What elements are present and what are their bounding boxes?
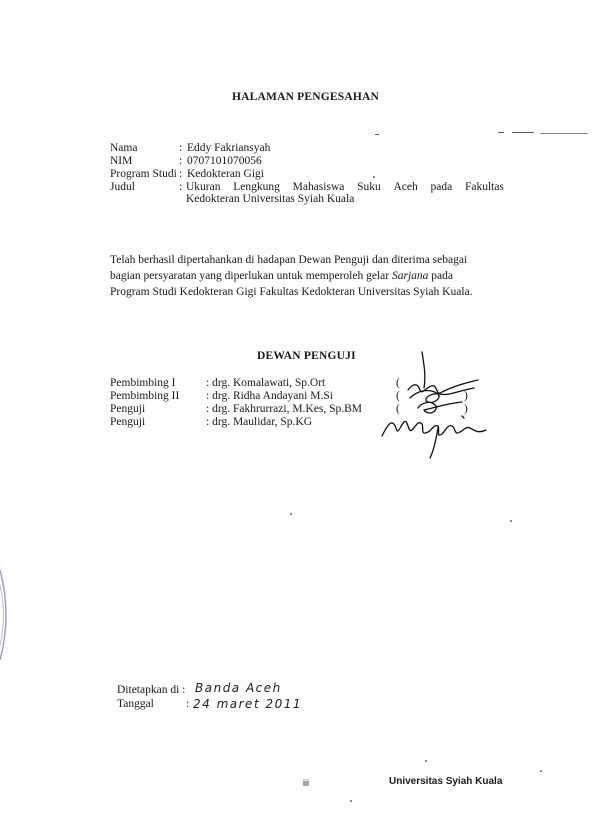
statement-line-3: Program Studi Kedokteran Gigi Fakultas Kedokteran Universitas Syiah Kuala. xyxy=(110,286,473,298)
signature-paren-open: ( xyxy=(396,377,400,389)
committee-heading: DEWAN PENGUJI xyxy=(257,350,356,362)
committee-member: : drg. Fakhrurrazi, M.Kes, Sp.BM xyxy=(206,403,362,415)
scan-speck xyxy=(350,800,352,802)
committee-member: : drg. Komalawati, Sp.Ort xyxy=(206,377,326,389)
committee-role: Penguji xyxy=(110,416,146,428)
label-nim: NIM xyxy=(110,155,133,167)
committee-signatures xyxy=(378,344,498,464)
footer-institution: Universitas Syiah Kuala xyxy=(389,776,503,787)
scan-speck xyxy=(290,513,292,515)
approval-statement xyxy=(110,252,510,300)
date-colon: : xyxy=(186,698,190,710)
scan-speck xyxy=(425,760,427,762)
statement-line-2: bagian persyaratan yang diperlukan untuk memperoleh gelar Sarjana pada xyxy=(110,270,453,282)
value-judul xyxy=(186,181,504,205)
committee-role: Pembimbing I xyxy=(110,377,176,389)
identity-row-judul: Judul : xyxy=(110,181,183,193)
scan-speck xyxy=(540,770,542,772)
committee-member: : drg. Maulidar, Sp.KG xyxy=(206,416,313,428)
place-label: Ditetapkan di : xyxy=(117,684,186,696)
judul-line-1: Ukuran Lengkung Mahasiswa Suku Aceh pada Fakultas xyxy=(186,181,504,193)
label-prodi: Program Studi xyxy=(110,168,177,180)
signature-paren-open: ( xyxy=(396,403,400,415)
page-number: iii xyxy=(303,778,309,788)
identity-row-prodi: Program Studi : Kedokteran Gigi xyxy=(110,168,264,180)
signature-paren-close: ) xyxy=(464,403,468,415)
scan-mark xyxy=(498,132,504,133)
degree-title: Sarjana xyxy=(391,270,429,282)
binding-stamp-edge xyxy=(0,565,14,665)
committee-row xyxy=(110,416,312,428)
value-prodi: Kedokteran Gigi xyxy=(187,168,264,180)
committee-role: Penguji xyxy=(110,403,146,415)
signature-paren-close: ) xyxy=(464,390,468,402)
value-nim: 0707101070056 xyxy=(187,155,262,167)
committee-member: : drg. Ridha Andayani M.Si xyxy=(206,390,333,402)
committee-role: Pembimbing II xyxy=(110,390,180,402)
scan-mark xyxy=(512,132,534,133)
label-judul: Judul xyxy=(110,181,135,193)
scan-mark xyxy=(375,134,379,135)
scan-mark xyxy=(540,133,588,134)
scan-speck xyxy=(373,176,375,178)
place-value: Banda Aceh xyxy=(195,681,282,695)
page-title: HALAMAN PENGESAHAN xyxy=(232,91,380,103)
committee-row xyxy=(110,390,333,402)
committee-row xyxy=(110,377,325,389)
value-nama: Eddy Fakriansyah xyxy=(187,142,271,154)
label-nama: Nama xyxy=(110,142,138,154)
date-label: Tanggal xyxy=(117,698,154,710)
committee-row xyxy=(110,403,362,415)
statement-line-1: Telah berhasil dipertahankan di hadapan Dewan Penguji dan diterima sebagai xyxy=(110,254,468,266)
judul-line-2: Kedokteran Universitas Syiah Kuala xyxy=(186,193,355,205)
date-value: 24 maret 2011 xyxy=(193,697,303,711)
identity-row-nama: Nama : Eddy Fakriansyah xyxy=(110,142,271,154)
signature-paren-open: ( xyxy=(396,390,400,402)
scan-speck xyxy=(510,520,512,522)
identity-row-nim: NIM : 0707101070056 xyxy=(110,155,262,167)
